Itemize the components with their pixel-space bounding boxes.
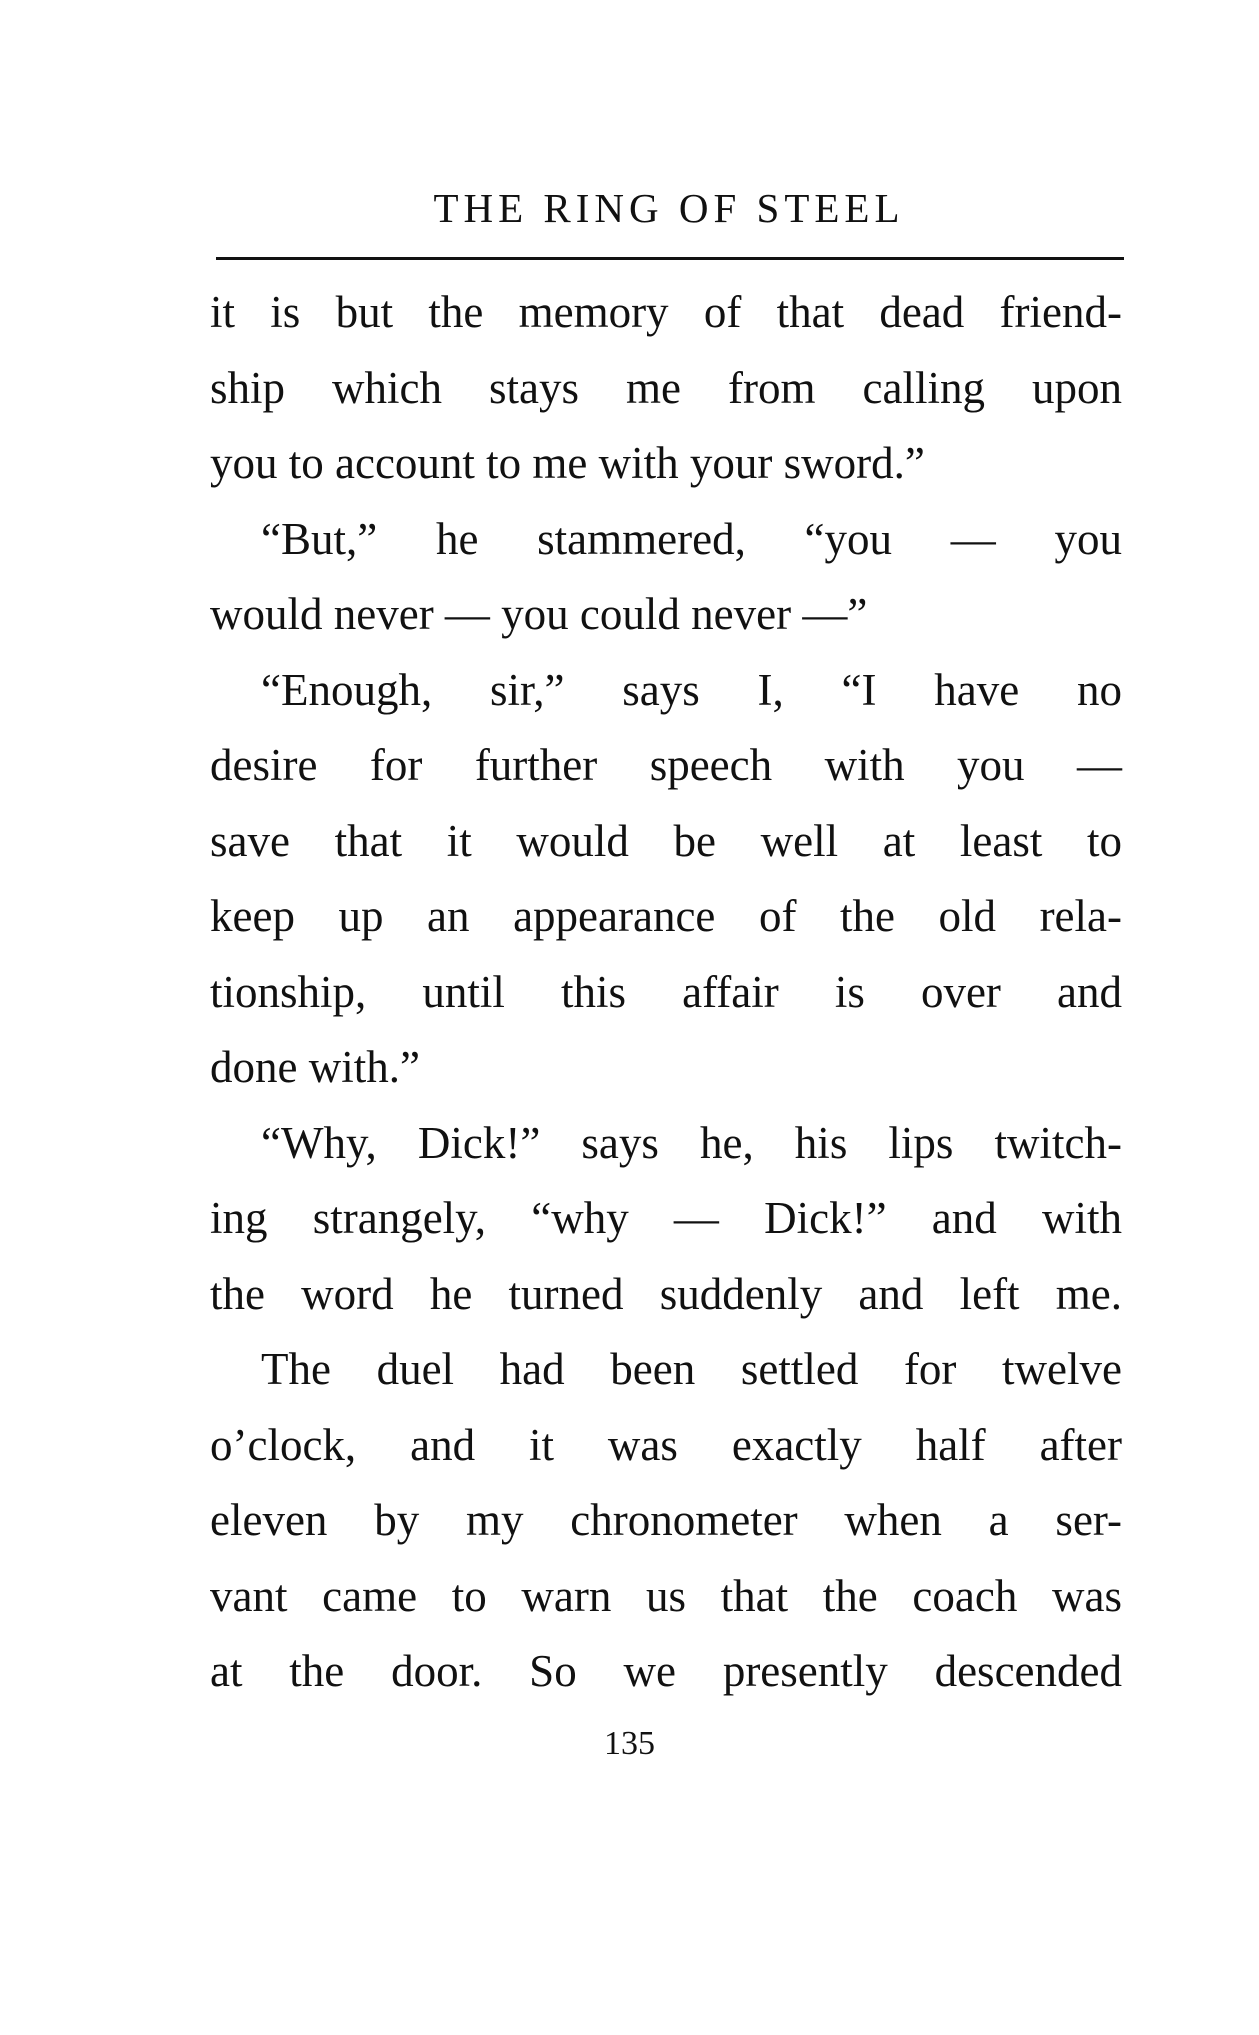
text-line: you to account to me with your sword.” — [210, 438, 925, 488]
text-line: ship which stays me from calling upon — [210, 362, 1122, 413]
text-line: o’clock, and it was exactly half after — [210, 1419, 1122, 1470]
text-line: ing strangely, “why — Dick!” and with — [210, 1193, 1122, 1243]
text-line: would never — you could never —” — [210, 589, 868, 639]
text-line: desire for further speech with you — — [210, 740, 1122, 790]
text-line: The duel had been settled for twelve — [261, 1344, 1122, 1394]
text-line: it is but the memory of that dead friend- — [210, 287, 1122, 337]
text-line: vant came to warn us that the coach was — [210, 1570, 1122, 1621]
running-head: THE RING OF STEEL — [433, 185, 905, 231]
header-rule — [216, 257, 1124, 260]
text-line: done with.” — [210, 1042, 420, 1092]
page-number: 135 — [604, 1725, 655, 1762]
text-line: “Why, Dick!” says he, his lips twitch- — [261, 1117, 1122, 1168]
text-line: “But,” he stammered, “you — you — [261, 513, 1122, 564]
text-line: eleven by my chronometer when a ser- — [210, 1495, 1122, 1545]
text-line: save that it would be well at least to — [210, 815, 1122, 866]
text-line: tionship, until this affair is over and — [210, 966, 1122, 1017]
text-line: the word he turned suddenly and left me. — [210, 1268, 1122, 1319]
text-line: “Enough, sir,” says I, “I have no — [261, 664, 1122, 715]
text-line: at the door. So we presently descended — [210, 1646, 1122, 1696]
body-text — [210, 275, 1122, 1710]
text-line: keep up an appearance of the old rela- — [210, 891, 1122, 941]
